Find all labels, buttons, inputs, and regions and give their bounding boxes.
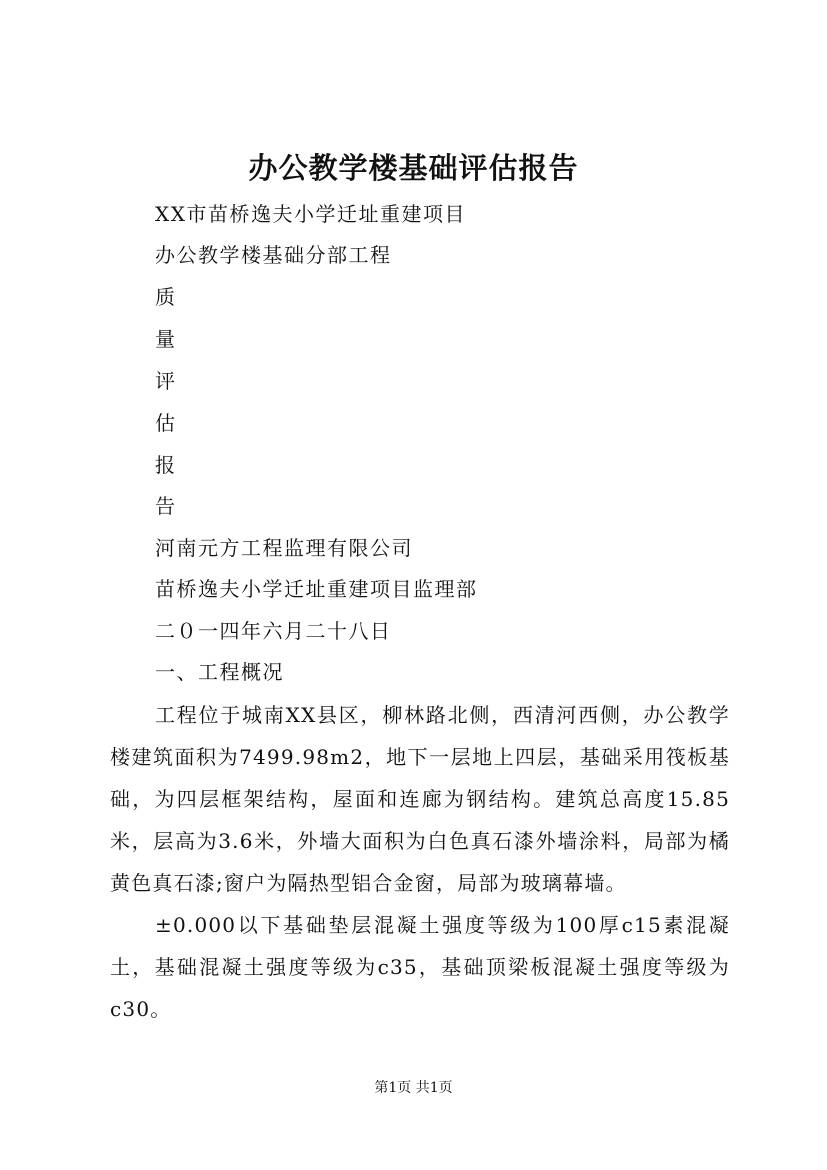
foundation-paragraph: ±0.000以下基础垫层混凝土强度等级为100厚c15素混凝土，基础混凝土强度等级为c35，基础顶梁板混凝土强度等级为c30。: [110, 913, 730, 1021]
date-line: 二０一四年六月二十八日: [155, 619, 392, 643]
company-name-line: 河南元方工程监理有限公司: [155, 536, 413, 560]
sub-project-line: 办公教学楼基础分部工程: [155, 243, 392, 267]
department-line: 苗桥逸夫小学迁址重建项目监理部: [155, 577, 478, 601]
document-title: 办公教学楼基础评估报告: [248, 151, 579, 185]
page-footer: 第1页 共1页: [374, 1080, 453, 1096]
vertical-title-char: 报: [155, 453, 177, 477]
vertical-title-char: 质: [155, 285, 177, 309]
section-heading: 一、工程概况: [155, 660, 284, 684]
vertical-title-char: 估: [155, 411, 177, 435]
vertical-title-char: 告: [155, 494, 177, 518]
vertical-title-char: 评: [155, 369, 177, 393]
overview-paragraph: 工程位于城南XX县区，柳林路北侧，西清河西侧，办公教学楼建筑面积为7499.98m2，地下一层地上四层，基础采用筏板基础，为四层框架结构，屋面和连廊为钢结构。建筑总高度15.85米，层高为3.6米，外墙大面积为白色真石漆外墙涂料，局部为橘黄色真石漆;窗户为隔热型铝合金窗，局部为玻璃幕墙。: [110, 703, 730, 895]
project-name-line: XX市苗桥逸夫小学迁址重建项目: [155, 202, 466, 226]
vertical-title-char: 量: [155, 327, 177, 351]
